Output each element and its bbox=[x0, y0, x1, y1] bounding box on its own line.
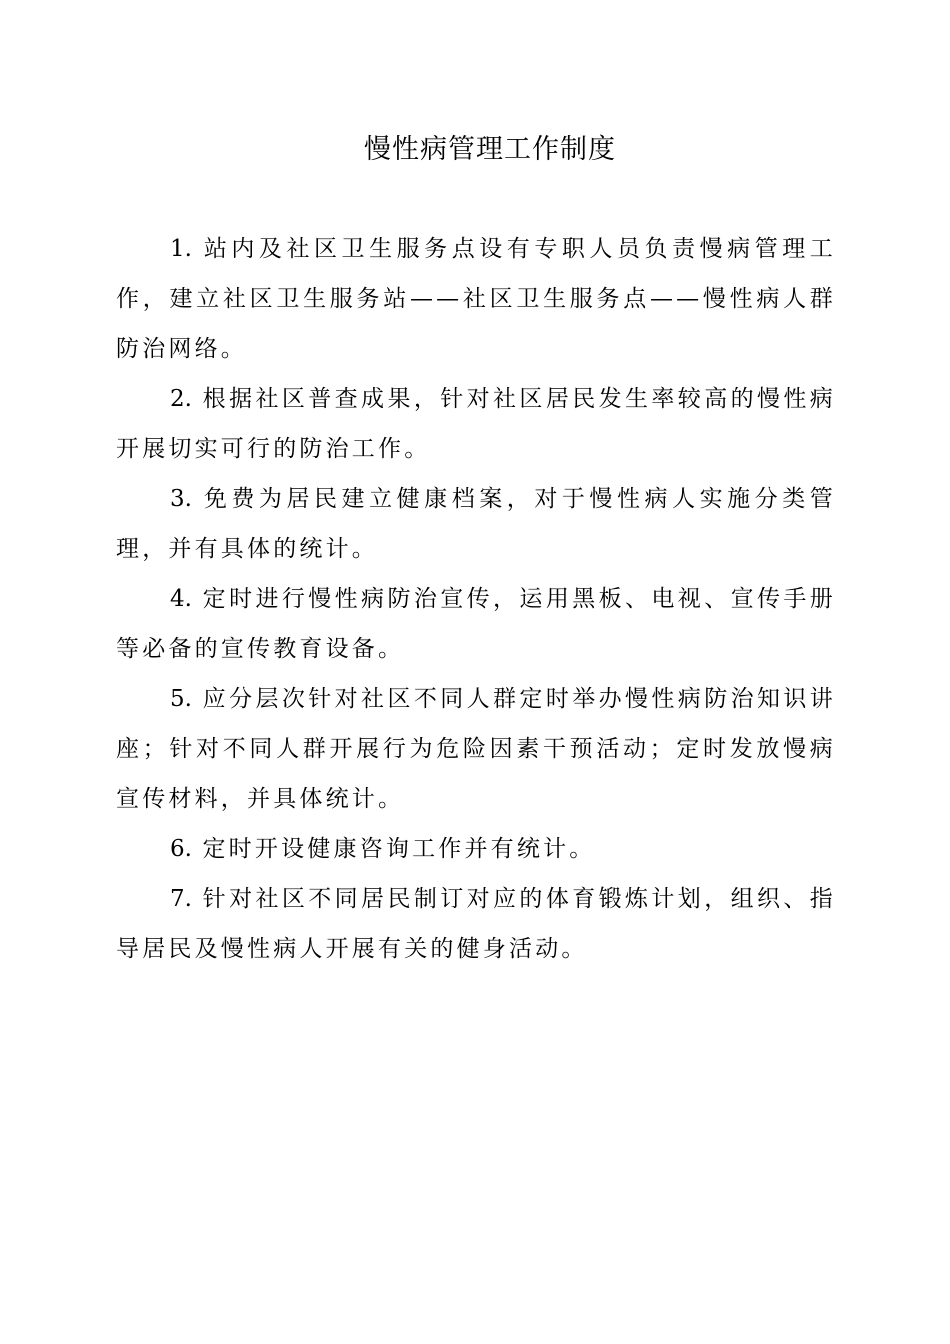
paragraph-2 bbox=[116, 374, 836, 474]
item-text: 定时进行慢性病防治宣传，运用黑板、电视、宣传手册等必备的宣传教育设备。 bbox=[116, 586, 836, 662]
item-number: 5. bbox=[170, 686, 192, 712]
item-text: 针对社区不同居民制订对应的体育锻炼计划，组织、指导居民及慢性病人开展有关的健身活动。 bbox=[116, 886, 836, 962]
item-number: 3. bbox=[170, 486, 192, 512]
document-title: 慢性病管理工作制度 bbox=[364, 134, 616, 165]
paragraph-6 bbox=[116, 824, 836, 874]
paragraph-1 bbox=[116, 224, 836, 374]
item-number: 1. bbox=[170, 236, 192, 262]
item-text: 站内及社区卫生服务点设有专职人员负责慢病管理工作，建立社区卫生服务站——社区卫生服务点——慢性病人群防治网络。 bbox=[116, 236, 836, 362]
item-text: 定时开设健康咨询工作并有统计。 bbox=[202, 836, 596, 862]
item-number: 2. bbox=[170, 386, 192, 412]
paragraph-5 bbox=[116, 674, 836, 824]
item-number: 6. bbox=[170, 836, 192, 862]
item-number: 7. bbox=[170, 886, 192, 912]
document-body bbox=[116, 224, 836, 974]
paragraph-4 bbox=[116, 574, 836, 674]
item-text: 免费为居民建立健康档案，对于慢性病人实施分类管理，并有具体的统计。 bbox=[116, 486, 836, 562]
item-number: 4. bbox=[170, 586, 192, 612]
paragraph-7 bbox=[116, 874, 836, 974]
paragraph-3 bbox=[116, 474, 836, 574]
item-text: 应分层次针对社区不同人群定时举办慢性病防治知识讲座；针对不同人群开展行为危险因素干预活动；定时发放慢病宣传材料，并具体统计。 bbox=[116, 686, 836, 812]
item-text: 根据社区普查成果，针对社区居民发生率较高的慢性病开展切实可行的防治工作。 bbox=[116, 386, 836, 462]
